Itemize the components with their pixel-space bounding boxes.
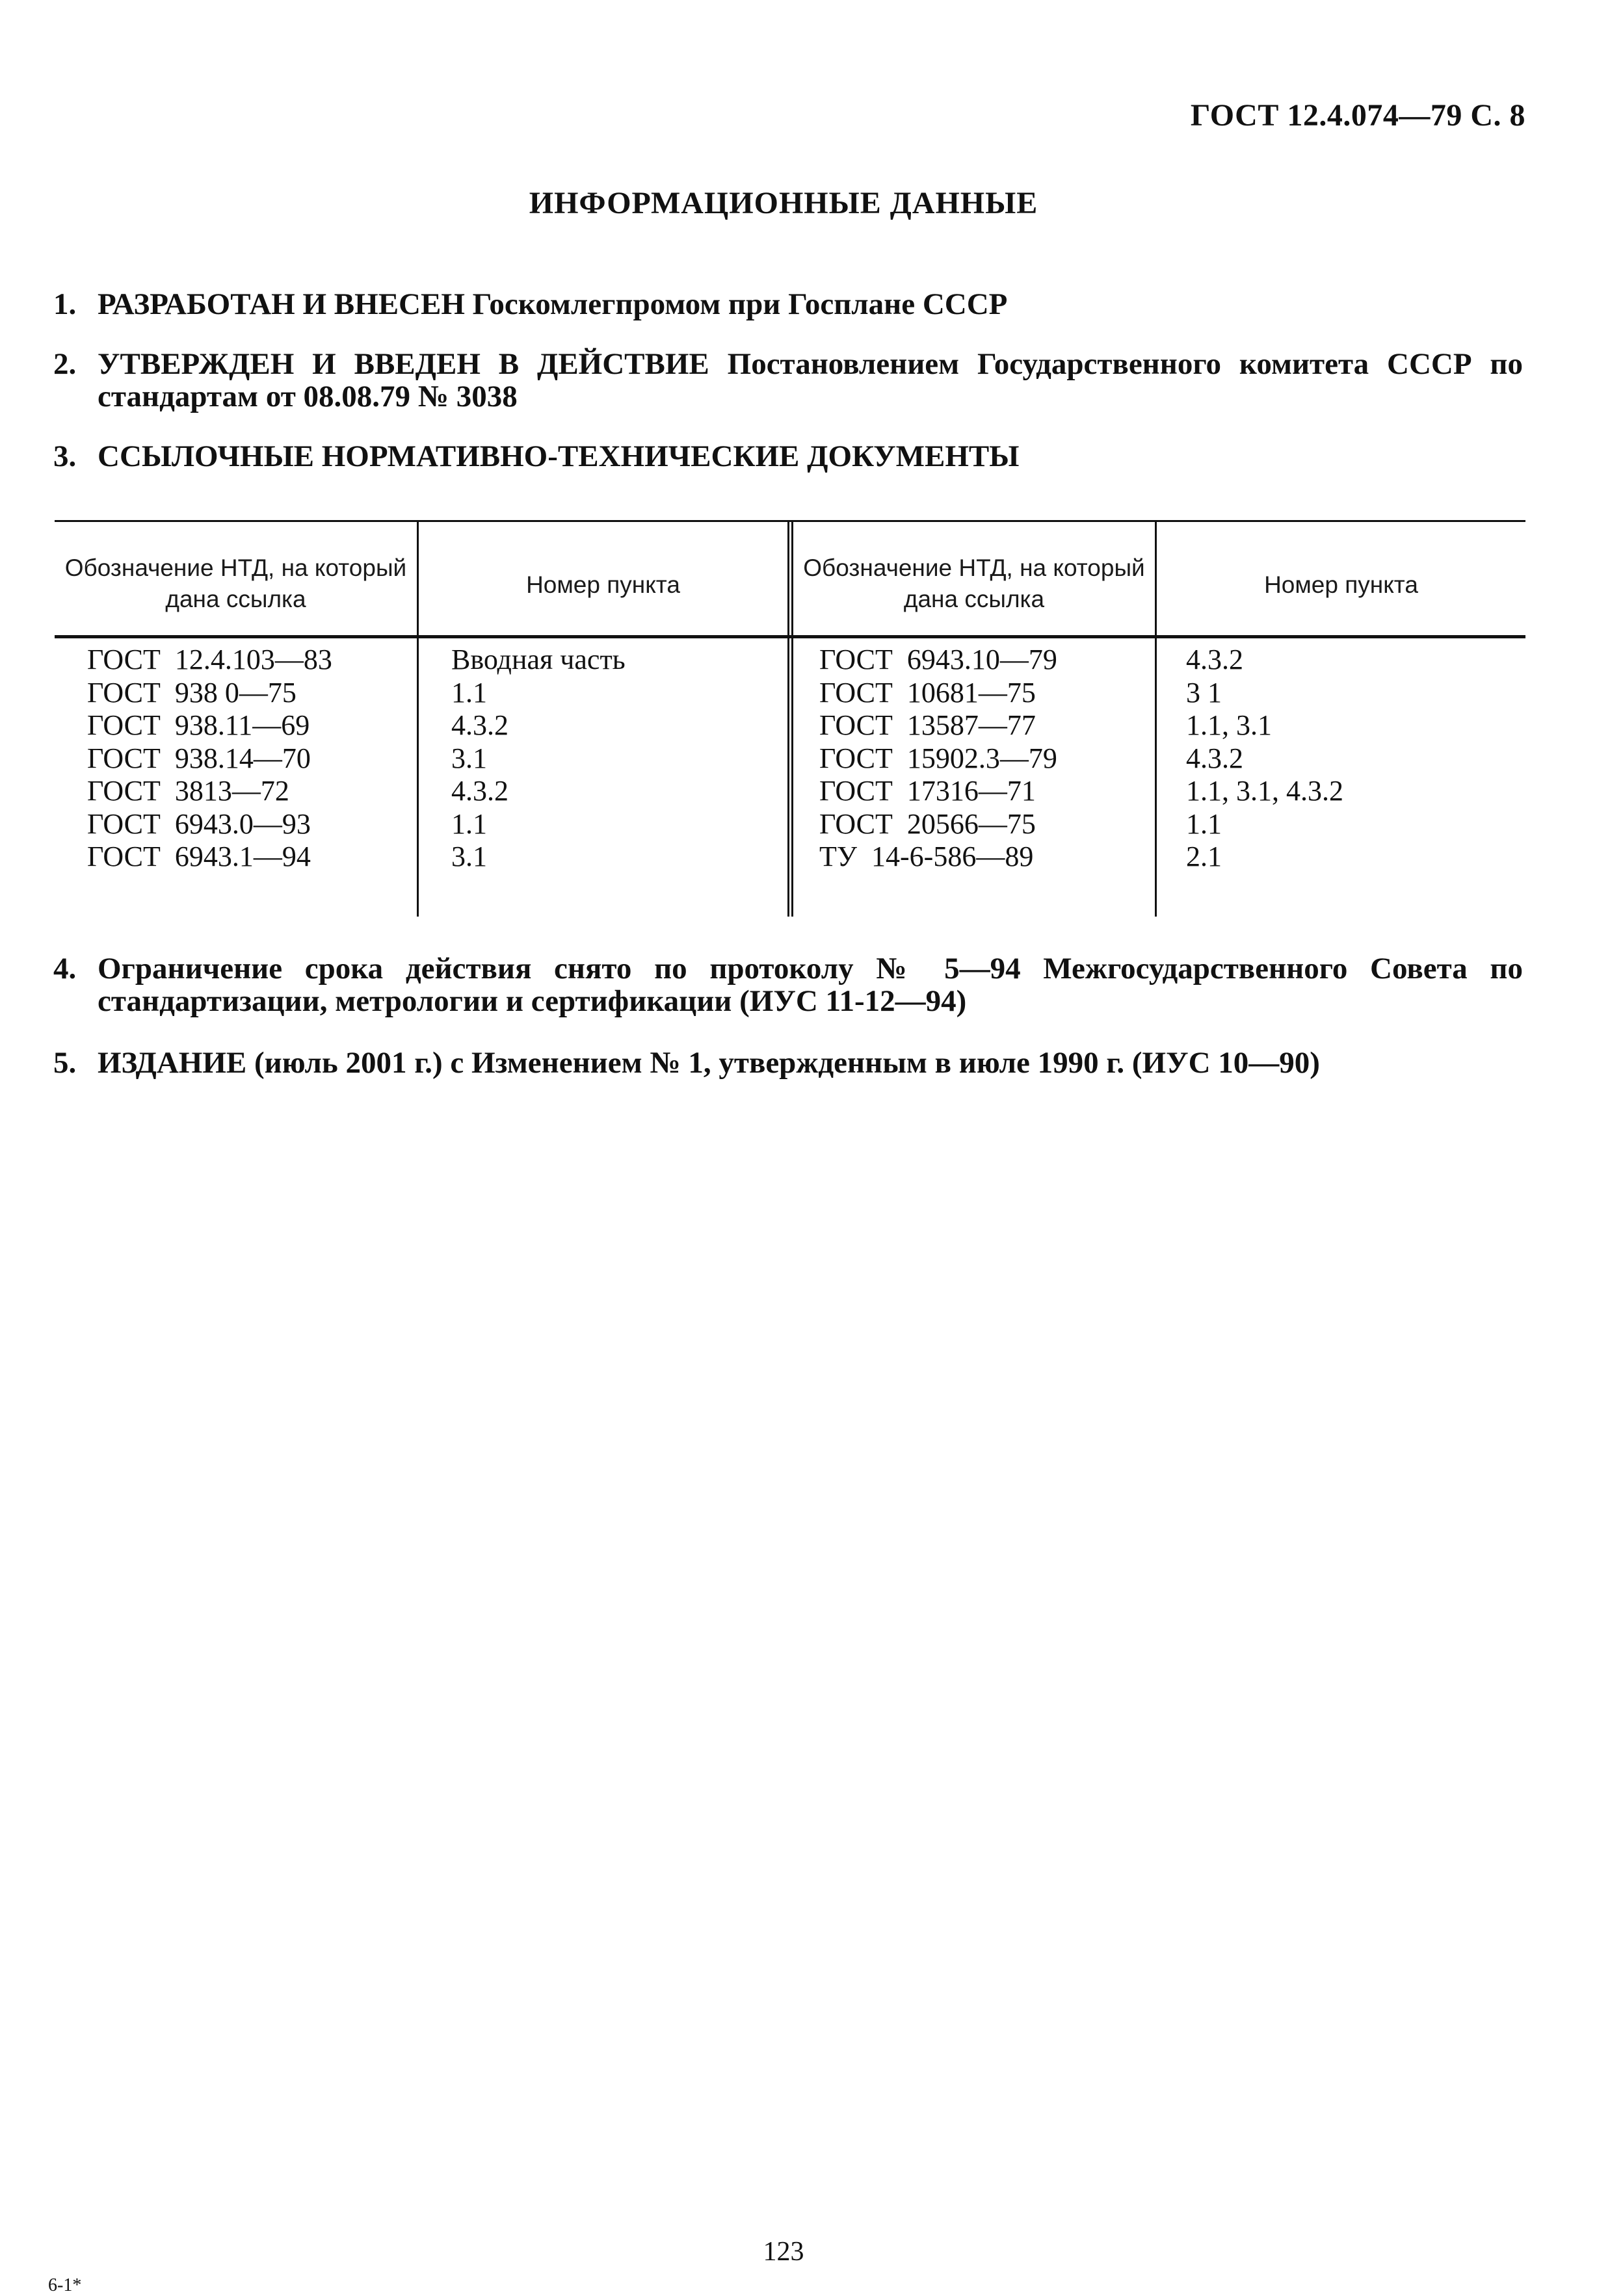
print-mark: 6-1* (48, 2275, 82, 2295)
right-doc-column (819, 644, 1057, 874)
right-clause-column (1186, 644, 1343, 874)
table-cell: 1.1, 3.1 (1186, 709, 1272, 741)
table-cell: ГОСТ 17316—71 (819, 775, 1036, 807)
item-text: РАЗРАБОТАН И ВНЕСЕН Госкомлегпромом при Госплане СССР (98, 287, 1008, 321)
document-code-header: ГОСТ 12.4.074—79 С. 8 (1190, 98, 1525, 133)
table-cell: 3.1 (451, 742, 487, 774)
table-cell: ГОСТ 13587—77 (819, 709, 1036, 741)
table-cell: ГОСТ 6943.1—94 (87, 841, 311, 872)
page-number: 123 (763, 2237, 804, 2267)
table-cell: 2.1 (1186, 841, 1222, 872)
item-text: УТВЕРЖДЕН И ВВЕДЕН В ДЕЙСТВИЕ Постановлением Государственного комитета СССР по стандартам от 08.08.79 № 3038 (98, 347, 1523, 413)
table-cell: ГОСТ 3813—72 (87, 775, 289, 807)
table-cell: ГОСТ 20566—75 (819, 807, 1036, 840)
table-cell: 3 1 (1186, 676, 1222, 709)
reference-documents-table (55, 520, 1525, 917)
info-item-2 (53, 348, 1523, 413)
info-item-1 (53, 288, 1523, 320)
item-text: ИЗДАНИЕ (июль 2001 г.) с Изменением № 1, утвержденным в июле 1990 г. (ИУС 10—90) (98, 1046, 1320, 1080)
table-cell: ГОСТ 938.11—69 (87, 709, 310, 741)
header-doc-right: Обозначение НТД, на который дана ссылка (803, 554, 1145, 612)
table-cell: ГОСТ 12.4.103—83 (87, 644, 332, 675)
header-clause-right: Номер пункта (1264, 571, 1418, 598)
table-cell: 4.3.2 (1186, 742, 1243, 774)
item-number: 1. (53, 287, 77, 321)
table-cell: ГОСТ 938.14—70 (87, 742, 311, 774)
left-clause-column (451, 644, 626, 874)
table-cell: 1.1, 3.1, 4.3.2 (1186, 775, 1343, 807)
info-item-3 (53, 440, 1523, 473)
section-title: ИНФОРМАЦИОННЫЕ ДАННЫЕ (529, 186, 1038, 220)
table-cell: 1.1 (1186, 807, 1222, 840)
table-cell: 1.1 (451, 807, 487, 840)
table-cell: ГОСТ 15902.3—79 (819, 742, 1057, 774)
left-doc-column (87, 644, 332, 874)
table-cell: 4.3.2 (451, 709, 508, 741)
table-cell: ГОСТ 6943.10—79 (819, 644, 1057, 675)
header-doc-left: Обозначение НТД, на который дана ссылка (64, 554, 407, 612)
item-text: ССЫЛОЧНЫЕ НОРМАТИВНО-ТЕХНИЧЕСКИЕ ДОКУМЕНТЫ (98, 439, 1020, 473)
table-top-rule (55, 520, 1525, 522)
table-cell: 1.1 (451, 676, 487, 709)
item-text: Ограничение срока действия снято по протоколу № 5—94 Межгосударственного Совета по стандартизации, метрологии и сертификации (ИУС 11-12—94) (98, 952, 1523, 1018)
table-cell: 3.1 (451, 841, 487, 872)
info-item-5 (53, 1047, 1523, 1079)
table-cell: ТУ 14-6-586—89 (819, 841, 1034, 872)
table-cell: 4.3.2 (1186, 644, 1243, 675)
item-number: 4. (53, 952, 77, 985)
column-divider (787, 520, 789, 917)
table-cell: ГОСТ 6943.0—93 (87, 807, 311, 840)
table-cell: Вводная часть (451, 644, 626, 675)
header-clause-left: Номер пункта (526, 571, 680, 598)
table-cell: 4.3.2 (451, 775, 508, 807)
table-header-rule (55, 635, 1525, 638)
table-cell: ГОСТ 938 0—75 (87, 676, 297, 709)
item-number: 5. (53, 1046, 77, 1080)
info-item-4 (53, 952, 1523, 1017)
table-cell: ГОСТ 10681—75 (819, 676, 1036, 709)
item-number: 2. (53, 347, 77, 381)
item-number: 3. (53, 439, 77, 473)
